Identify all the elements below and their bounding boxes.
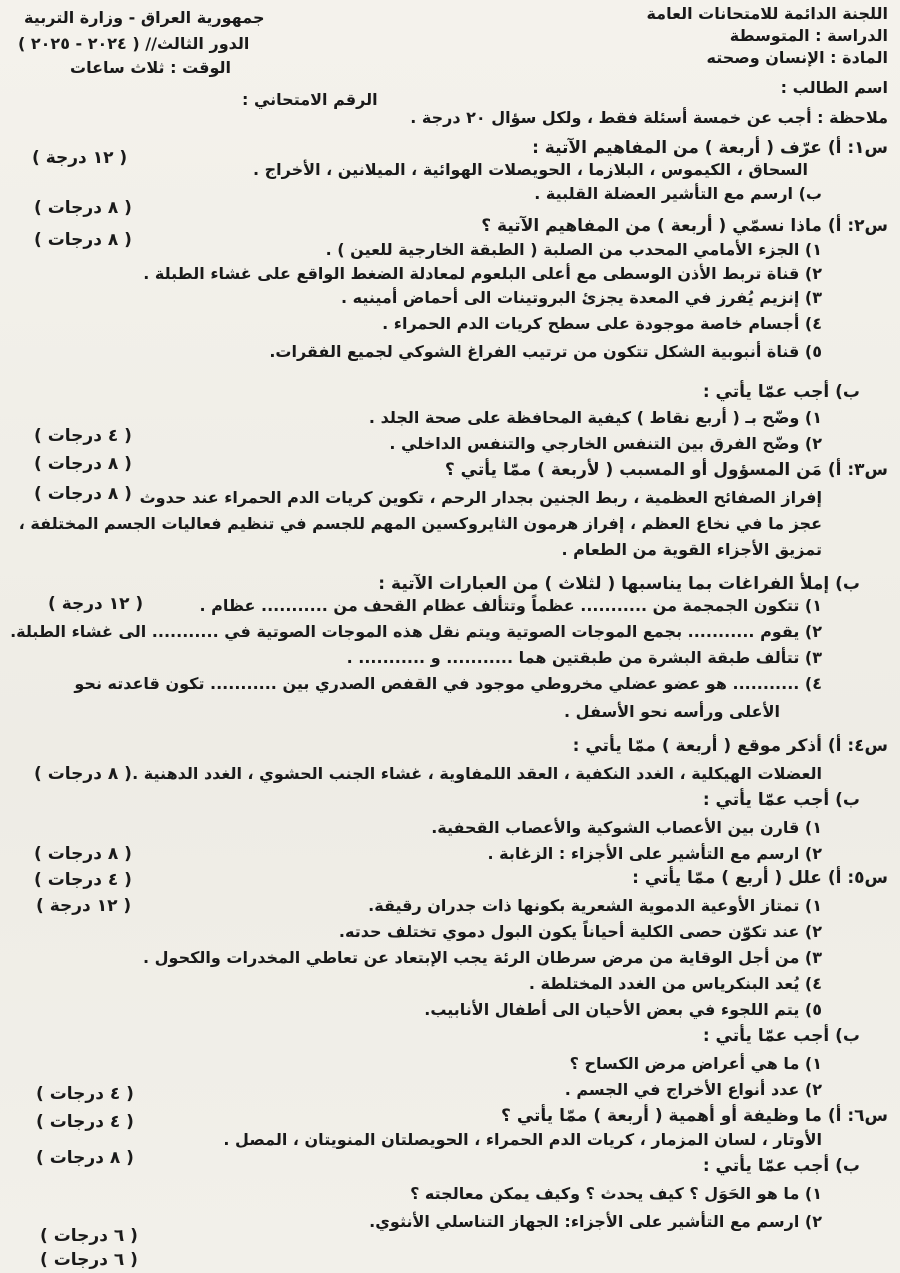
exam-time: الوقت : ثلاث ساعات (70, 58, 232, 77)
mark-q5-a: ( ١٢ درجة ) (36, 896, 132, 916)
q2-a-5: ٥) قناة أنبوبية الشكل تتكون من ترتيب الفراغ الشوكي لجميع الفقرات. (269, 342, 822, 361)
mark-q1-b: ( ٨ درجات ) (34, 198, 132, 218)
q2-b: ب) أجب عمّا يأتي : (702, 382, 860, 402)
mark-q2-b-2: ( ٨ درجات ) (34, 454, 132, 474)
q3-b-2: ٢) يقوم ........... بجمع الموجات الصوتية ويتم نقل هذه الموجات الصوتية في ........... الى غشاء الطبلة. (10, 622, 822, 641)
q5-a-2: ٢) عند تكوّن حصى الكلية أحياناً يكون البول دموي تختلف حدته. (338, 922, 822, 941)
q5-b: ب) أجب عمّا يأتي : (702, 1026, 860, 1046)
mark-q6-b-1: ( ٦ درجات ) (40, 1226, 138, 1246)
q3-b-4: ٤) ........... هو عضو عضلي مخروطي موجود في القفص الصدري بين ........... تكون قاعدته نحو (74, 674, 822, 693)
q4-b-1: ١) قارن بين الأعصاب الشوكية والأعصاب القحفية. (431, 818, 822, 837)
mark-q1-a: ( ١٢ درجة ) (32, 148, 128, 168)
q6-b: ب) أجب عمّا يأتي : (702, 1156, 860, 1176)
subject: المادة : الإنسان وصحته (706, 48, 888, 67)
committee-title: اللجنة الدائمة للامتحانات العامة (646, 4, 888, 23)
q6-b-1: ١) ما هو الحَوَل ؟ كيف يحدث ؟ وكيف يمكن معالجته ؟ (410, 1184, 822, 1203)
q3-b-3: ٣) تتألف طبقة البشرة من طبقتين هما ........... و ........... . (346, 648, 822, 667)
mark-q5-b-1: ( ٤ درجات ) (36, 1084, 134, 1104)
q1-a-terms: السحاق ، الكيموس ، البلازما ، الحويصلات الهوائية ، الميلانين ، الأخراج . (253, 160, 808, 179)
mark-q4-a: ( ٨ درجات ) (34, 764, 132, 784)
q4-a: س٤: أ) أذكر موقع ( أربعة ) ممّا يأتي : (572, 736, 888, 756)
student-name-label: اسم الطالب : (780, 78, 888, 97)
q5-a-1: ١) تمتاز الأوعية الدموية الشعرية بكونها ذات جدران رقيقة. (368, 896, 822, 915)
q3-b: ب) إملأ الفراغات بما يناسبها ( لثلاث ) من العبارات الآتية : (378, 574, 860, 594)
q2-a-3: ٣) إنزيم يُفرز في المعدة يجزئ البروتينات الى أحماض أمينيه . (340, 288, 822, 307)
q2-a-4: ٤) أجسام خاصة موجودة على سطح كريات الدم الحمراء . (382, 314, 822, 333)
mark-q3-a: ( ٨ درجات ) (34, 484, 132, 504)
mark-q2-a: ( ٨ درجات ) (34, 230, 132, 250)
q2-a-2: ٢) قناة تربط الأذن الوسطى مع أعلى البلعوم لمعادلة الضغط الواقع على غشاء الطبلة . (143, 264, 822, 283)
q6-a-items: الأوتار ، لسان المزمار ، كريات الدم الحمراء ، الحويصلتان المنويتان ، المصل . (223, 1130, 822, 1149)
mark-q4-b-1: ( ٨ درجات ) (34, 844, 132, 864)
q2-a-1: ١) الجزء الأمامي المحدب من الصلبة ( الطبقة الخارجية للعين ) . (325, 240, 822, 259)
q4-b-2: ٢) ارسم مع التأشير على الأجزاء : الزغابة . (487, 844, 822, 863)
q4-a-items: العضلات الهيكلية ، الغدد النكفية ، العقد اللمفاوية ، غشاء الجنب الحشوي ، الغدد الدهنية . (132, 764, 822, 783)
mark-q6-a: ( ٨ درجات ) (36, 1148, 134, 1168)
q2-a: س٢: أ) ماذا نسمّي ( أربعة ) من المفاهيم الآتية ؟ (481, 216, 888, 236)
study-level: الدراسة : المتوسطة (729, 26, 888, 45)
q2-b-2: ٢) وضّح الفرق بين التنفس الخارجي والتنفس الداخلي . (389, 434, 822, 453)
q5-a-3: ٣) من أجل الوقاية من مرض سرطان الرئة يجب الإبتعاد عن تعاطي المخدرات والكحول . (143, 948, 822, 967)
mark-q4-b-2: ( ٤ درجات ) (34, 870, 132, 890)
q3-b-1: ١) تتكون الجمجمة من ........... عظماً وتتألف عظام القحف من ........... عظام . (199, 596, 822, 615)
q3-b-4-cont: الأعلى ورأسه نحو الأسفل . (564, 702, 780, 721)
q3-a: س٣: أ) مَن المسؤول أو المسبب ( لأربعة ) ممّا يأتي ؟ (444, 460, 888, 480)
q3-a-line1: إفراز الصفائح العظمية ، ربط الجنين بجدار الرحم ، تكوين كريات الدم الحمراء عند حدوث (139, 488, 822, 507)
mark-q3-b: ( ١٢ درجة ) (48, 594, 144, 614)
exam-number-label: الرقم الامتحاني : (242, 90, 378, 109)
q4-b: ب) أجب عمّا يأتي : (702, 790, 860, 810)
exam-note: ملاحظة : أجب عن خمسة أسئلة فقط ، ولكل سؤال ٢٠ درجة . (410, 108, 888, 127)
q3-a-line3: تمزيق الأجزاء القوية من الطعام . (561, 540, 822, 559)
q3-a-line2: عجز ما في نخاع العظم ، إفراز هرمون الثايروكسين المهم للجسم في تنظيم فعاليات الجسم المختلفة ، (18, 514, 822, 533)
q6-b-2: ٢) ارسم مع التأشير على الأجزاء: الجهاز التناسلي الأنثوي. (369, 1212, 822, 1231)
q5-a: س٥: أ) علل ( أربع ) ممّا يأتي : (632, 868, 888, 888)
q5-b-1: ١) ما هي أعراض مرض الكساح ؟ (569, 1054, 822, 1073)
q6-a: س٦: أ) ما وظيفة أو أهمية ( أربعة ) ممّا يأتي ؟ (501, 1106, 888, 1126)
mark-q6-b-2: ( ٦ درجات ) (40, 1250, 138, 1270)
ministry-title: جمهورية العراق - وزارة التربية (24, 8, 265, 27)
q5-a-5: ٥) يتم اللجوء في بعض الأحيان الى أطفال الأنابيب. (424, 1000, 822, 1019)
q1-a: س١: أ) عرّف ( أربعة ) من المفاهيم الآتية : (532, 138, 888, 158)
mark-q5-b-2: ( ٤ درجات ) (36, 1112, 134, 1132)
q2-b-1: ١) وضّح بـ ( أربع نقاط ) كيفية المحافظة على صحة الجلد . (368, 408, 822, 427)
exam-round: الدور الثالث// ( ٢٠٢٤ - ٢٠٢٥ ) (18, 34, 250, 53)
q5-b-2: ٢) عدد أنواع الأخراج في الجسم . (564, 1080, 822, 1099)
mark-q2-b-1: ( ٤ درجات ) (34, 426, 132, 446)
q5-a-4: ٤) يُعد البنكرياس من الغدد المختلطة . (528, 974, 822, 993)
q1-b: ب) ارسم مع التأشير العضلة القلبية . (534, 184, 822, 203)
